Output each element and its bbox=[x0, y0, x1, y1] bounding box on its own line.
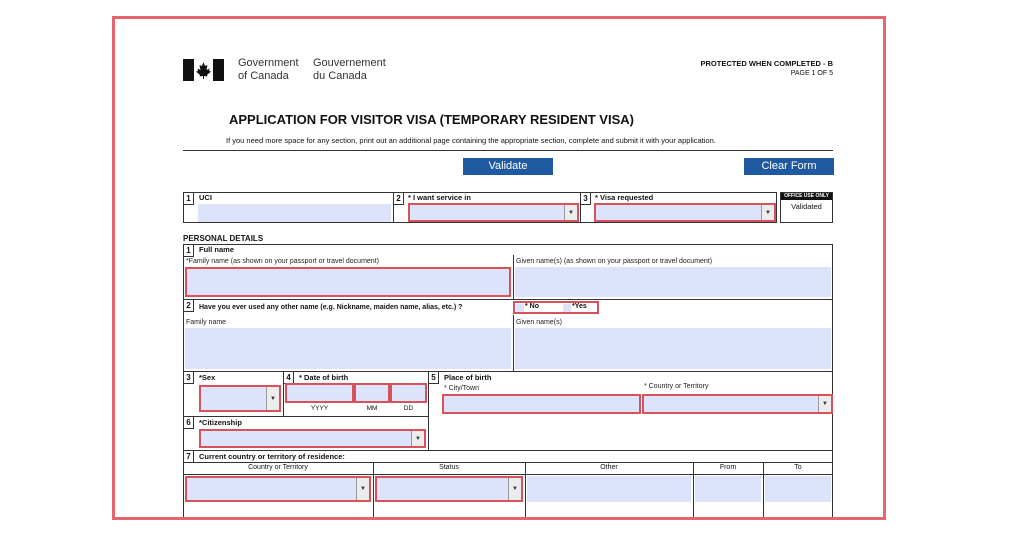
uci-number: 1 bbox=[184, 193, 194, 205]
other-given-name-label: Given name(s) bbox=[516, 319, 562, 326]
divider bbox=[183, 371, 833, 372]
gov-fr-line1: Gouvernement bbox=[313, 57, 386, 69]
divider bbox=[693, 462, 694, 520]
visa-number: 3 bbox=[581, 193, 591, 205]
dob-day-caption: DD bbox=[403, 405, 414, 412]
q2-label: Have you ever used any other name (e.g. Nickname, maiden name, alias, etc.) ? bbox=[199, 304, 463, 311]
col-other: Other bbox=[600, 464, 618, 471]
residence-from-input[interactable] bbox=[695, 476, 761, 502]
dob-year-input[interactable] bbox=[285, 383, 354, 403]
city-label: * City/Town bbox=[444, 385, 480, 392]
chevron-down-icon[interactable]: ▼ bbox=[411, 431, 424, 446]
service-language-select[interactable] bbox=[408, 203, 579, 222]
divider bbox=[428, 416, 429, 450]
q4-number: 4 bbox=[284, 372, 294, 384]
form-title: APPLICATION FOR VISITOR VISA (TEMPORARY RESIDENT VISA) bbox=[229, 112, 634, 127]
protected-label: PROTECTED WHEN COMPLETED - B bbox=[700, 59, 833, 68]
section-heading: PERSONAL DETAILS bbox=[183, 234, 264, 243]
q7-label: Current country or territory of residence: bbox=[199, 452, 345, 461]
gov-en-line1: Government bbox=[238, 57, 299, 69]
q6-label: *Citizenship bbox=[199, 418, 242, 427]
divider bbox=[183, 462, 833, 463]
residence-other-input[interactable] bbox=[527, 476, 691, 502]
chevron-down-icon[interactable]: ▼ bbox=[818, 396, 831, 412]
divider bbox=[525, 462, 526, 520]
other-given-name-input[interactable] bbox=[515, 328, 831, 369]
divider bbox=[183, 450, 833, 451]
service-number: 2 bbox=[394, 193, 404, 205]
clear-form-button[interactable]: Clear Form bbox=[744, 158, 834, 175]
visa-requested-select[interactable] bbox=[594, 203, 776, 222]
dob-month-caption: MM bbox=[366, 405, 378, 412]
chevron-down-icon[interactable]: ▼ bbox=[356, 478, 369, 500]
divider bbox=[183, 416, 428, 417]
residence-status-select[interactable] bbox=[375, 476, 523, 502]
other-family-name-input[interactable] bbox=[185, 328, 511, 369]
col-country: Country or Territory bbox=[248, 464, 308, 471]
col-to: To bbox=[794, 464, 802, 471]
given-name-input[interactable] bbox=[515, 267, 831, 297]
yes-label: *Yes bbox=[572, 303, 587, 310]
gov-fr-line2: du Canada bbox=[313, 70, 367, 82]
city-input[interactable] bbox=[442, 394, 641, 414]
chevron-down-icon[interactable]: ▼ bbox=[266, 387, 279, 410]
q6-number: 6 bbox=[184, 417, 194, 429]
q3-label: *Sex bbox=[199, 373, 216, 382]
visa-label: * Visa requested bbox=[595, 193, 654, 202]
given-name-label: Given name(s) (as shown on your passport or travel document) bbox=[516, 258, 713, 265]
page-frame bbox=[112, 16, 886, 520]
birth-country-select[interactable] bbox=[642, 394, 833, 414]
title-divider bbox=[183, 150, 833, 151]
q1-number: 1 bbox=[184, 245, 194, 257]
chevron-down-icon[interactable]: ▼ bbox=[564, 205, 577, 220]
q7-number: 7 bbox=[184, 451, 194, 463]
chevron-down-icon[interactable]: ▼ bbox=[761, 205, 774, 220]
office-use-value: Validated bbox=[791, 202, 822, 211]
uci-label: UCI bbox=[199, 193, 212, 202]
dob-month-input[interactable] bbox=[354, 383, 390, 403]
q5-label: Place of birth bbox=[444, 373, 492, 382]
family-name-label: *Family name (as shown on your passport or travel document) bbox=[186, 258, 379, 265]
chevron-down-icon[interactable]: ▼ bbox=[508, 478, 521, 500]
office-use-label: OFFICE USE ONLY bbox=[781, 193, 832, 200]
divider bbox=[513, 315, 514, 371]
validate-button[interactable]: Validate bbox=[463, 158, 553, 175]
page-number: PAGE 1 OF 5 bbox=[790, 70, 833, 77]
q2-number: 2 bbox=[184, 300, 194, 312]
canada-flag-icon bbox=[183, 59, 224, 81]
no-label: * No bbox=[525, 303, 539, 310]
birth-country-label: * Country or Territory bbox=[644, 383, 709, 390]
service-label: * I want service in bbox=[408, 193, 471, 202]
divider bbox=[513, 255, 514, 299]
sex-select[interactable] bbox=[199, 385, 281, 412]
divider bbox=[183, 299, 833, 300]
residence-to-input[interactable] bbox=[765, 476, 831, 502]
yes-radio[interactable] bbox=[563, 304, 571, 312]
form-page bbox=[115, 19, 883, 517]
dob-day-input[interactable] bbox=[390, 383, 427, 403]
q1-label: Full name bbox=[199, 245, 235, 254]
col-from: From bbox=[719, 464, 737, 471]
dob-year-caption: YYYY bbox=[310, 405, 329, 412]
family-name-input[interactable] bbox=[185, 267, 511, 297]
citizenship-select[interactable] bbox=[199, 429, 426, 448]
divider bbox=[183, 474, 833, 475]
q4-label: * Date of birth bbox=[299, 373, 349, 382]
q5-number: 5 bbox=[429, 372, 439, 384]
residence-country-select[interactable] bbox=[185, 476, 371, 502]
divider bbox=[373, 462, 374, 520]
uci-input[interactable] bbox=[198, 204, 391, 222]
q3-number: 3 bbox=[184, 372, 194, 384]
col-status: Status bbox=[439, 464, 459, 471]
no-radio[interactable] bbox=[516, 304, 524, 312]
other-family-name-label: Family name bbox=[186, 319, 227, 326]
instruction-text: If you need more space for any section, print out an additional page containing the appropriate section, complete and submit it with your application. bbox=[226, 136, 716, 145]
gov-en-line2: of Canada bbox=[238, 70, 289, 82]
divider bbox=[763, 462, 764, 520]
